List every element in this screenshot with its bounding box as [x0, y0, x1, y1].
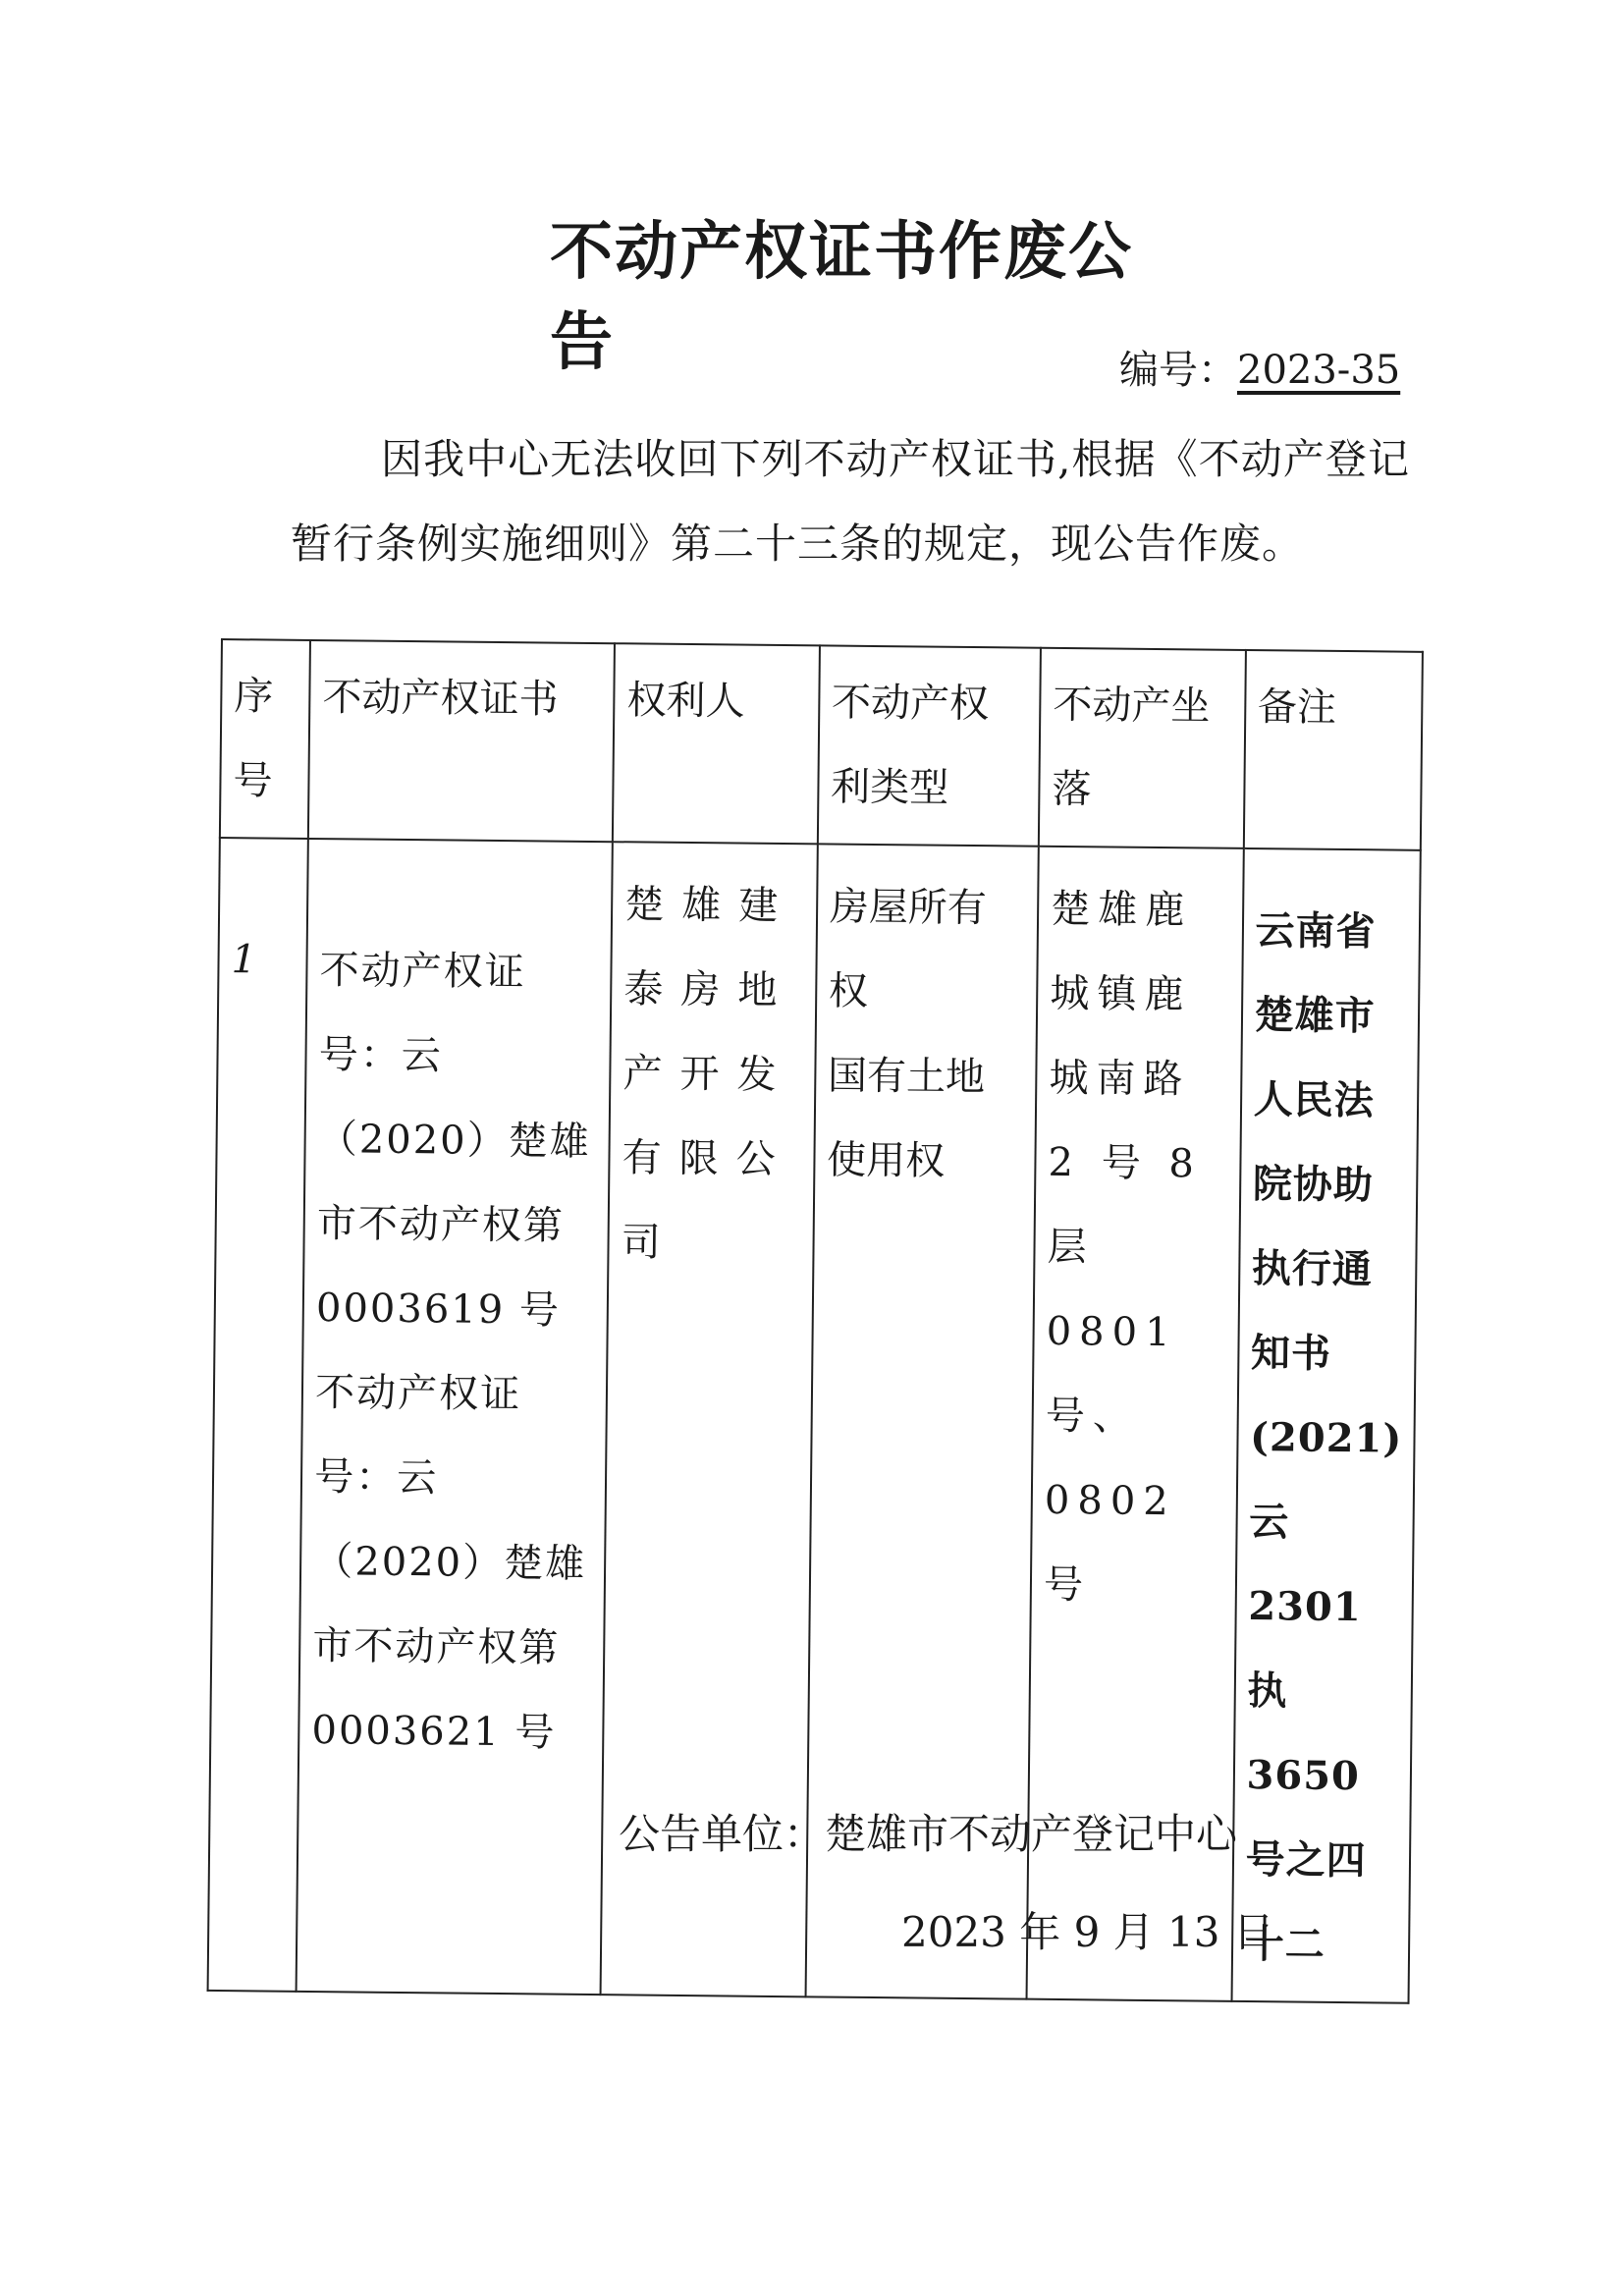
- table-header-row: [220, 639, 1423, 850]
- header-cert: 不动产权证书: [308, 640, 615, 842]
- cell-no: 1: [208, 838, 308, 1992]
- document-number-label: 编号：: [1119, 348, 1237, 393]
- cell-holder: 楚雄建泰房地产开发有限公司: [601, 842, 818, 1996]
- right-type-2: 国有土地使用权: [826, 1053, 986, 1184]
- header-no: 序号: [220, 639, 310, 839]
- issuer-line: 公告单位：楚雄市不动产登记中心: [619, 1810, 1238, 1858]
- cell-note: 云南省楚雄市人民法院协助执行通知书(2021)云 2301 执 3650 号之四十二: [1231, 848, 1421, 2003]
- cell-location: 楚雄鹿城镇鹿城南路 2 号 8 层 0801 号、0802 号: [1027, 847, 1244, 2001]
- cert-number-1: 不动产权证号：云（2020）楚雄市不动产权第 0003619 号: [315, 948, 591, 1334]
- cert-number-2: 不动产权证号：云（2020）楚雄市不动产权第 0003621 号: [311, 1370, 587, 1756]
- cell-cert: [297, 839, 613, 1995]
- document-number: [1119, 339, 1400, 395]
- header-type: 不动产权利类型: [817, 645, 1041, 846]
- document-number-value: 2023-35: [1237, 348, 1401, 393]
- header-note: 备注: [1243, 650, 1422, 850]
- header-location: 不动产坐落: [1039, 648, 1246, 848]
- page-title: 不动产权证书作废公告: [550, 215, 1133, 379]
- intro-paragraph: 因我中心无法收回下列不动产权证书,根据《不动产登记暂行条例实施细则》第二十三条的规定，现公告作废。: [291, 435, 1410, 568]
- certificate-table: [207, 638, 1424, 2004]
- header-holder: 权利人: [613, 643, 820, 844]
- right-type-1: 房屋所有权: [828, 884, 988, 1014]
- issue-date: 2023 年 9 月 13 日: [901, 1908, 1274, 1956]
